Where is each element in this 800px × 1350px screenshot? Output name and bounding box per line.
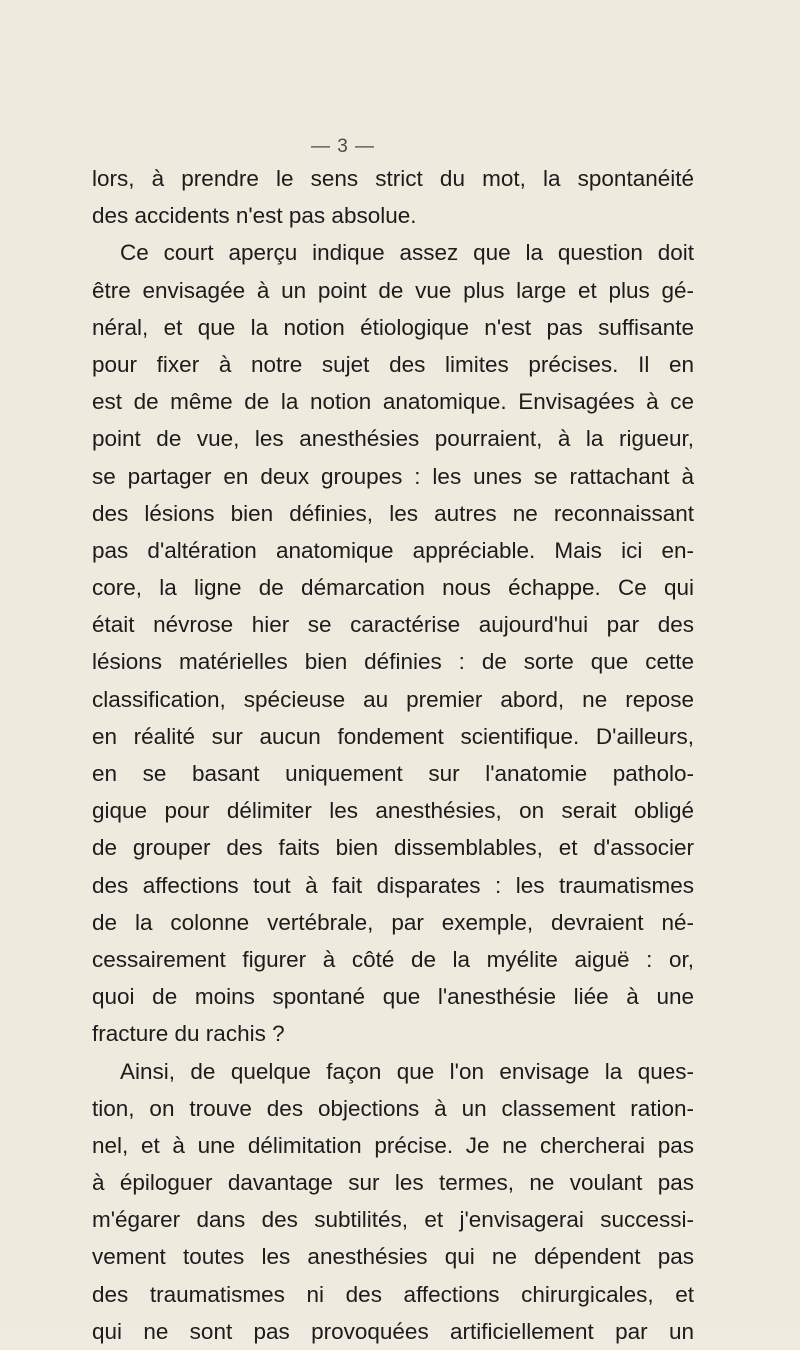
page-number: — 3 — bbox=[310, 136, 376, 157]
text-line: de la colonne vertébrale, par exemple, devraient né- bbox=[92, 909, 694, 935]
text-line: des accidents n'est pas absolue. bbox=[92, 203, 417, 229]
text-line: en réalité sur aucun fondement scientifique. D'ailleurs, bbox=[92, 723, 694, 749]
text-line: en se basant uniquement sur l'anatomie patholo- bbox=[92, 761, 694, 786]
text-line: cessairement figurer à côté de la myélite aiguë : or, bbox=[92, 946, 694, 972]
text-line: fracture du rachis ? bbox=[92, 1021, 285, 1047]
text-line: Ainsi, de quelque façon que l'on envisage la ques- bbox=[120, 1058, 694, 1084]
text-line: m'égarer dans des subtilités, et j'envisagerai successi- bbox=[92, 1207, 694, 1233]
text-line: néral, et que la notion étiologique n'est pas suffisante bbox=[92, 314, 694, 340]
text-line: à épiloguer davantage sur les termes, ne voulant pas bbox=[92, 1170, 694, 1196]
text-line: des traumatismes ni des affections chirurgicales, et bbox=[92, 1281, 694, 1307]
text-line: point de vue, les anesthésies pourraient, à la rigueur, bbox=[92, 426, 694, 452]
text-line: pas d'altération anatomique appréciable. Mais ici en- bbox=[92, 537, 694, 563]
text-line: vement toutes les anesthésies qui ne dépendent pas bbox=[92, 1244, 694, 1270]
text-line: pour fixer à notre sujet des limites précises. Il en bbox=[92, 351, 694, 377]
text-line: classification, spécieuse au premier abord, ne repose bbox=[92, 686, 694, 712]
text-line: lésions matérielles bien définies : de sorte que cette bbox=[92, 649, 694, 675]
text-line: core, la ligne de démarcation nous échappe. Ce qui bbox=[92, 575, 694, 601]
text-line: lors, à prendre le sens strict du mot, la spontanéité bbox=[92, 166, 694, 191]
text-line: est de même de la notion anatomique. Envisagées à ce bbox=[92, 389, 694, 415]
text-line: de grouper des faits bien dissemblables, et d'associer bbox=[92, 835, 694, 861]
text-line: se partager en deux groupes : les unes se rattachant à bbox=[92, 463, 694, 489]
text-line: tion, on trouve des objections à un classement ration- bbox=[92, 1095, 694, 1121]
text-line: des affections tout à fait disparates : les traumatismes bbox=[92, 872, 694, 898]
text-line: était névrose hier se caractérise aujourd'hui par des bbox=[92, 612, 694, 638]
text-line: quoi de moins spontané que l'anesthésie liée à une bbox=[92, 984, 694, 1010]
text-line: qui ne sont pas provoquées artificiellement par un bbox=[92, 1318, 694, 1344]
body-text bbox=[92, 160, 694, 1350]
text-line: des lésions bien définies, les autres ne reconnaissant bbox=[92, 500, 694, 526]
text-line: nel, et à une délimitation précise. Je ne chercherai pas bbox=[92, 1132, 694, 1158]
text-line: gique pour délimiter les anesthésies, on serait obligé bbox=[92, 798, 694, 824]
text-line: Ce court aperçu indique assez que la question doit bbox=[120, 240, 694, 266]
text-line: être envisagée à un point de vue plus large et plus gé- bbox=[92, 277, 694, 303]
